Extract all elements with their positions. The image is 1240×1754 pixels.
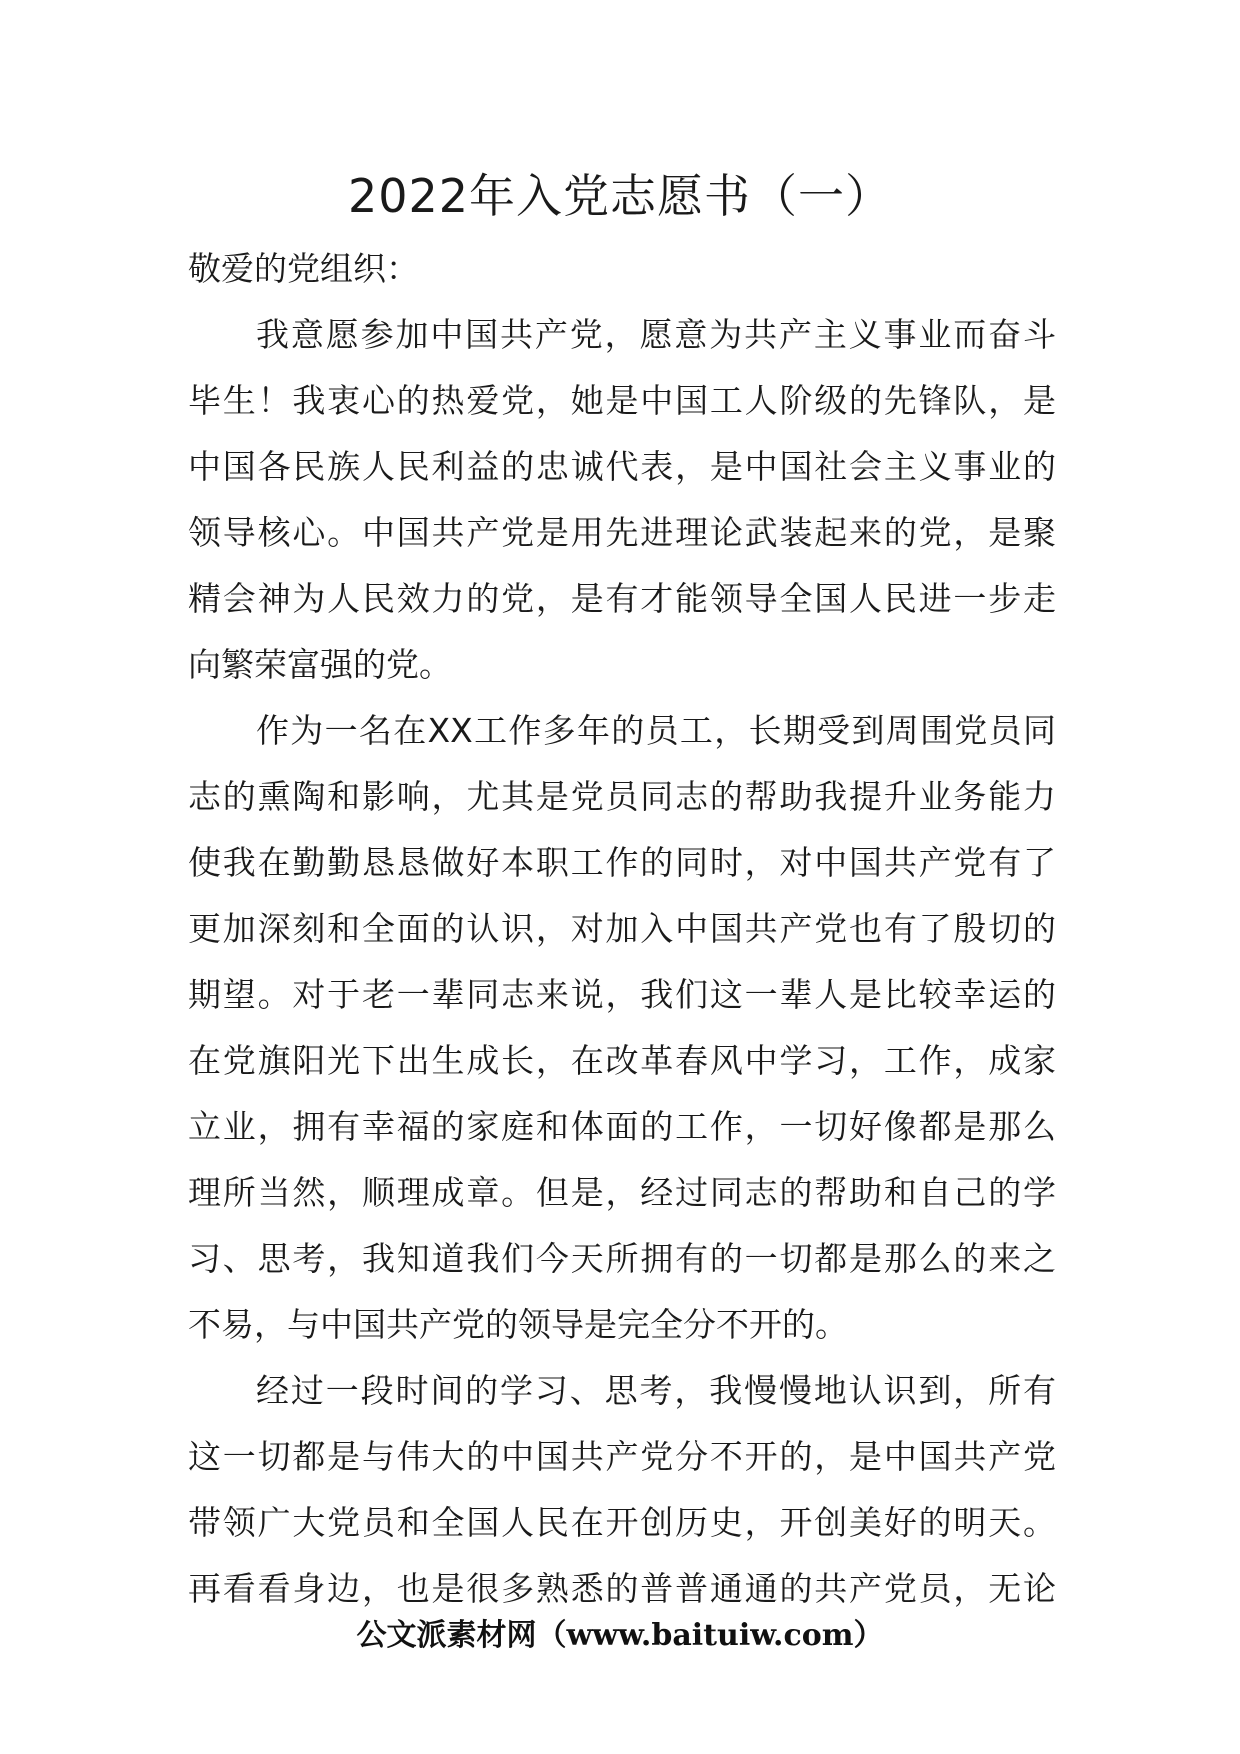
text-line: 志的熏陶和影响，尤其是党员同志的帮助我提升业务能力 [188,777,1056,816]
text-line: 中国各民族人民利益的忠诚代表，是中国社会主义事业的 [188,447,1056,486]
text-line: 作为一名在XX工作多年的员工，长期受到周围党员同 [256,711,1056,750]
document-title: 2022年入党志愿书（一） [347,169,893,223]
text-line: 期望。对于老一辈同志来说，我们这一辈人是比较幸运的 [188,975,1056,1014]
document-body [188,236,1056,1622]
text-line: 再看看身边，也是很多熟悉的普普通通的共产党员，无论 [188,1569,1056,1608]
salutation: 敬爱的党组织： [188,249,419,288]
text-line: 我意愿参加中国共产党，愿意为共产主义事业而奋斗 [256,315,1056,354]
paragraph-2 [188,698,1056,1358]
text-line: 在党旗阳光下出生成长，在改革春风中学习，工作，成家 [188,1041,1056,1080]
text-line: 立业，拥有幸福的家庭和体面的工作，一切好像都是那么 [188,1107,1056,1146]
text-line: 这一切都是与伟大的中国共产党分不开的，是中国共产党 [188,1437,1056,1476]
text-line: 习、思考，我知道我们今天所拥有的一切都是那么的来之 [188,1239,1056,1278]
text-line: 经过一段时间的学习、思考，我慢慢地认识到，所有 [256,1371,1056,1410]
text-line: 领导核心。中国共产党是用先进理论武装起来的党，是聚 [188,513,1056,552]
text-line: 理所当然，顺理成章。但是，经过同志的帮助和自己的学 [188,1173,1056,1212]
text-line: 更加深刻和全面的认识，对加入中国共产党也有了殷切的 [188,909,1056,948]
paragraph-3 [188,1358,1056,1622]
text-line: 毕生！我衷心的热爱党，她是中国工人阶级的先锋队，是 [188,381,1056,420]
text-line: 不易，与中国共产党的领导是完全分不开的。 [188,1305,848,1344]
text-line: 精会神为人民效力的党，是有才能领导全国人民进一步走 [188,579,1056,618]
text-line: 带领广大党员和全国人民在开创历史，开创美好的明天。 [188,1503,1056,1542]
paragraph-1 [188,302,1056,698]
source-footer: 公文派素材网（www.baituiw.com） [356,1618,884,1653]
text-line: 使我在勤勤恳恳做好本职工作的同时，对中国共产党有了 [188,843,1056,882]
text-line: 向繁荣富强的党。 [188,645,452,684]
